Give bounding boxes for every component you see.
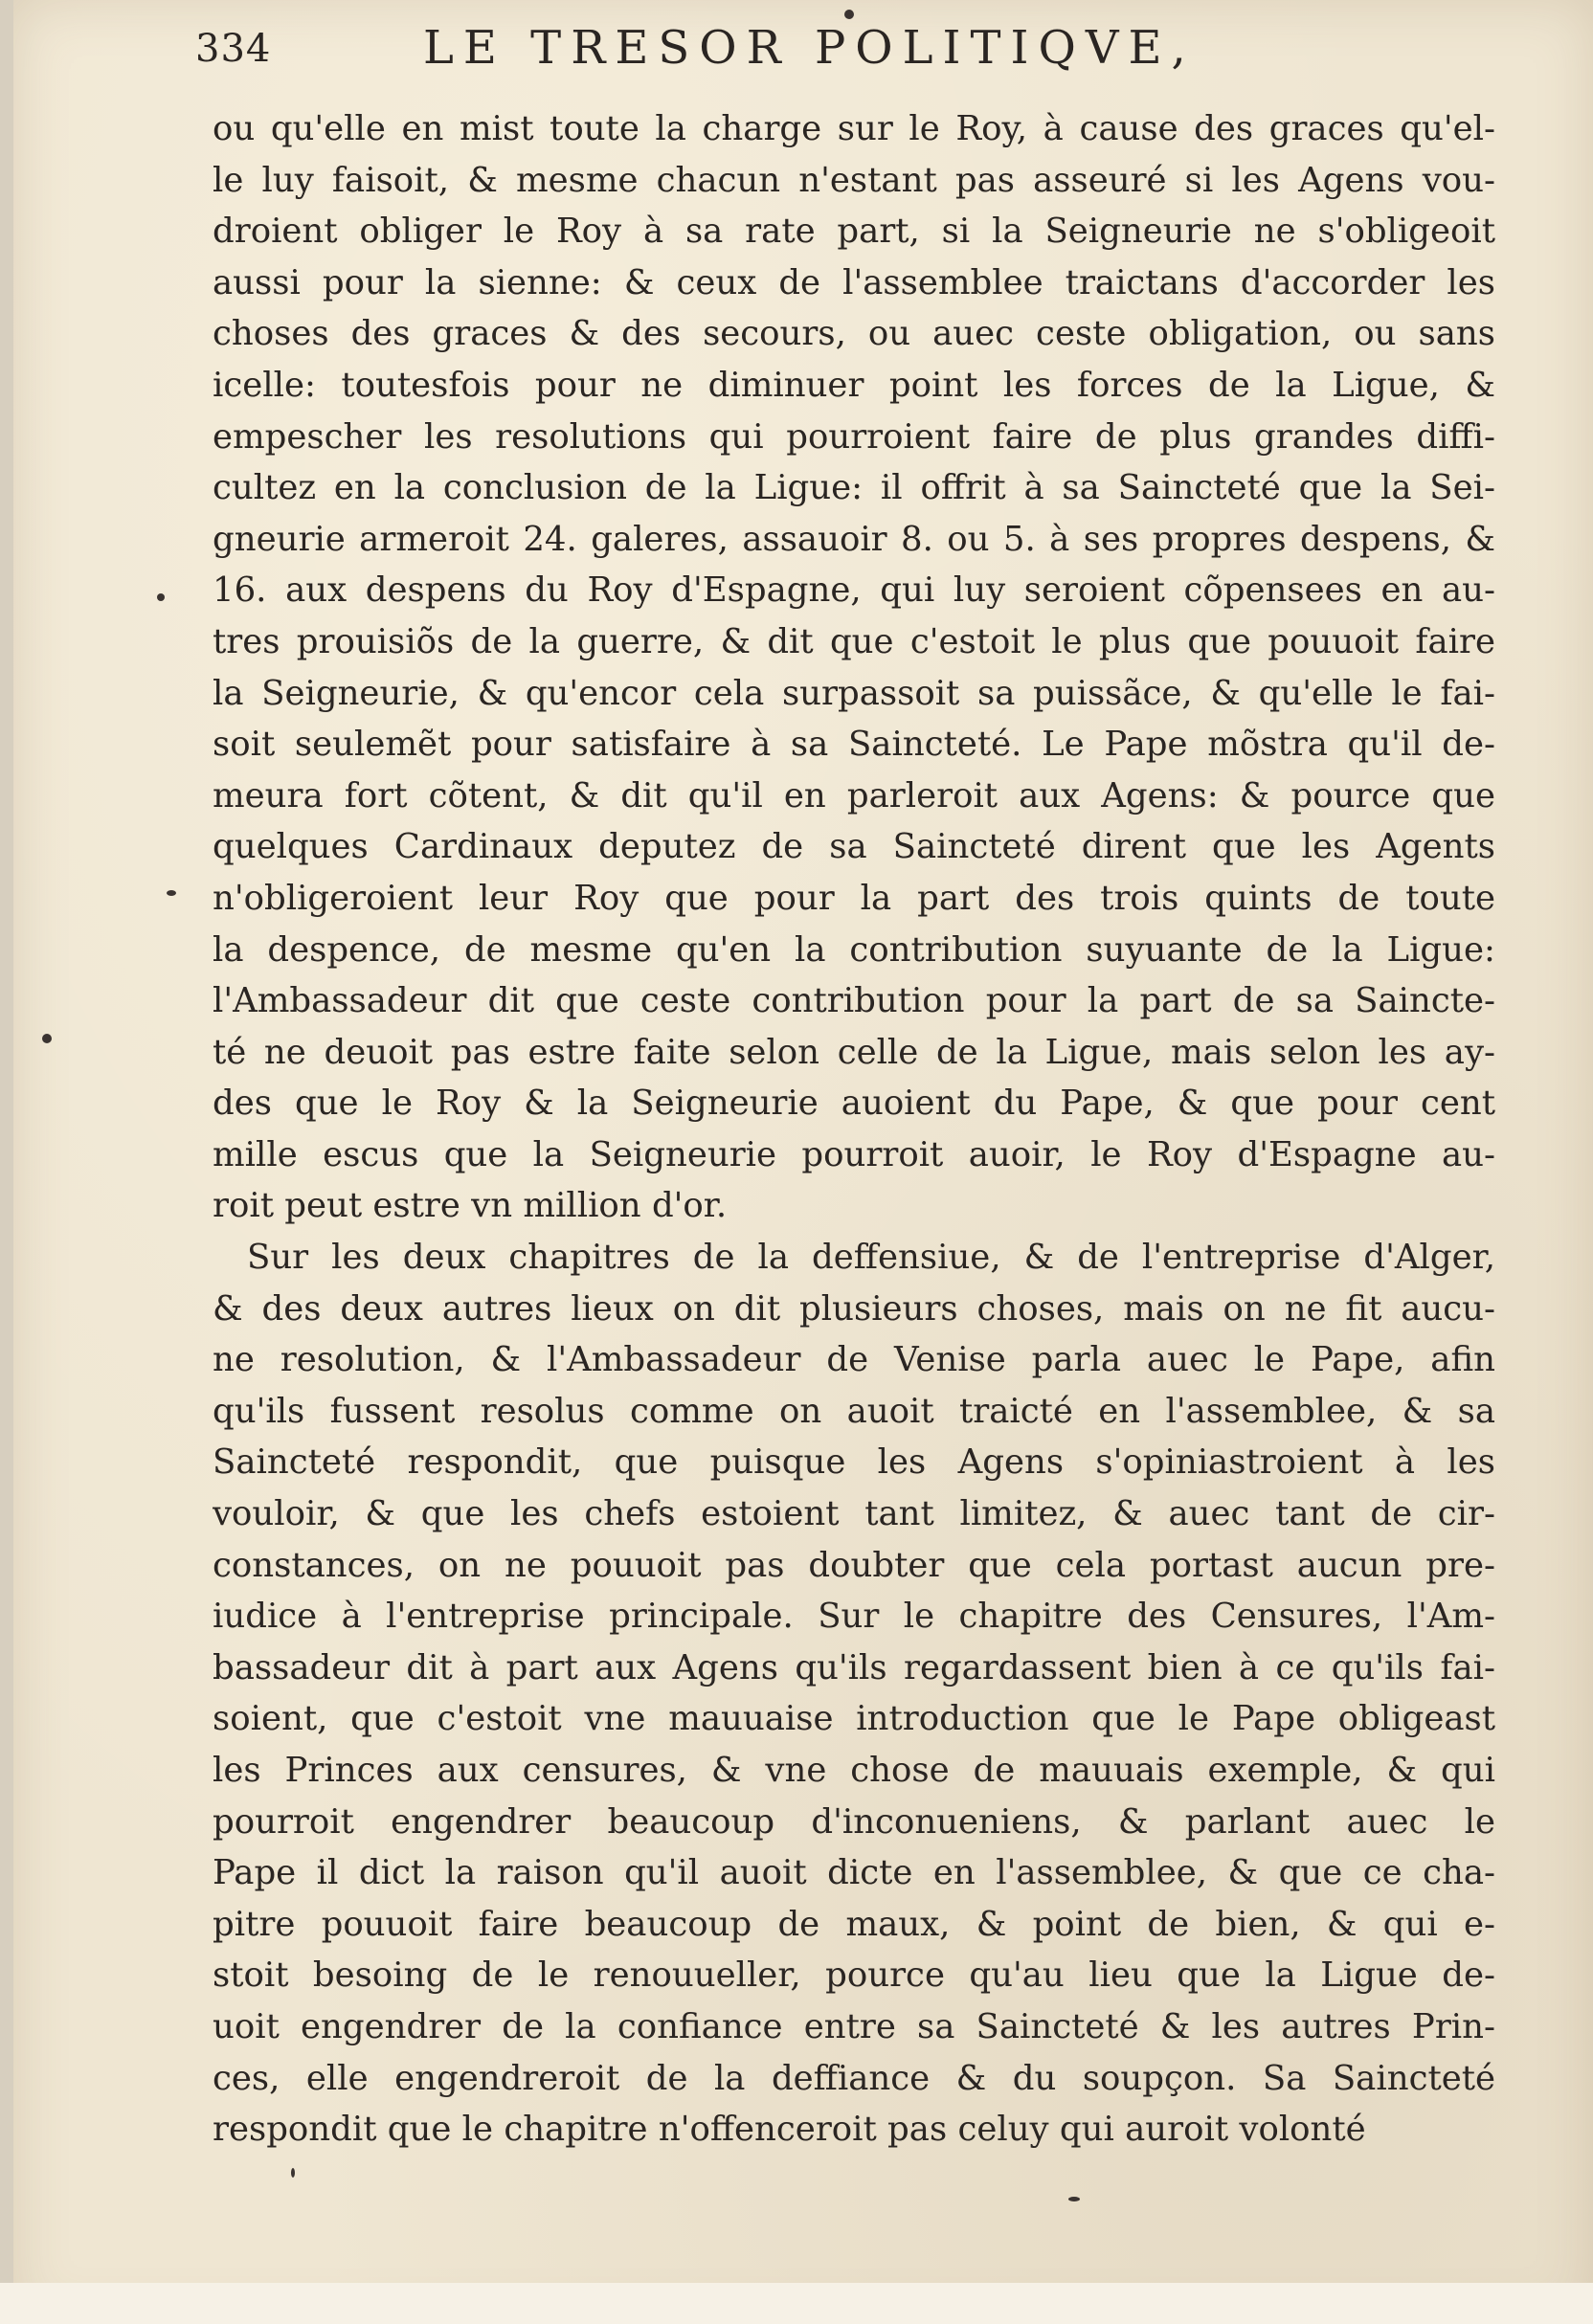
text-line: droient obliger le Roy à sa rate part, si la Seigneurie ne s'obligeoit (213, 212, 1495, 252)
margin-dot-mark (844, 10, 854, 19)
running-title: LE TRESOR POLITIQVE, (423, 21, 1196, 75)
text-line: meura fort cõtent, & dit qu'il en parleroit aux Agens: & pource que (213, 775, 1495, 816)
book-page (13, 0, 1593, 2324)
text-line: la Seigneurie, & qu'encor cela surpassoit sa puissãce, & qu'elle le fai- (213, 673, 1495, 713)
text-line: Pape il dict la raison qu'il auoit dicte en l'assemblee, & que ce cha- (213, 1853, 1495, 1893)
bottom-margin (0, 2283, 1593, 2324)
text-line: constances, on ne pouuoit pas doubter que cela portast aucun pre- (213, 1545, 1495, 1585)
text-line-paragraph-start: Sur les deux chapitres de la deffensiue, & de l'entreprise d'Alger, (247, 1238, 1495, 1278)
text-line: des que le Roy & la Seigneurie auoient du Pape, & que pour cent (213, 1084, 1495, 1124)
text-line: respondit que le chapitre n'offenceroit pas celuy qui auroit volonté (213, 2110, 1366, 2150)
text-line: empescher les resolutions qui pourroient faire de plus grandes diffi- (213, 416, 1495, 457)
text-line: ou qu'elle en mist toute la charge sur le Roy, à cause des graces qu'el- (213, 109, 1495, 148)
text-line: le luy faisoit, & mesme chacun n'estant pas asseuré si les Agens vou- (213, 160, 1495, 200)
text-line: l'Ambassadeur dit que ceste contribution pour la part de sa Saincte- (213, 981, 1495, 1021)
text-line: aussi pour la sienne: & ceux de l'assemblee traictans d'accorder les (213, 262, 1495, 302)
page-number: 334 (195, 27, 272, 71)
text-line: soit seulemẽt pour satisfaire à sa Saincteté. Le Pape mõstra qu'il de- (213, 725, 1495, 765)
text-line: qu'ils fussent resolus comme on auoit traicté en l'assemblee, & sa (213, 1391, 1495, 1431)
text-line: tres prouisiõs de la guerre, & dit que c'estoit le plus que pouuoit faire (213, 621, 1495, 661)
text-line: ces, elle engendreroit de la deffiance & du soupçon. Sa Saincteté (213, 2058, 1495, 2098)
text-line: té ne deuoit pas estre faite selon celle de la Ligue, mais selon les ay- (213, 1032, 1495, 1072)
text-line: 16. aux despens du Roy d'Espagne, qui luy seroient cõpensees en au- (213, 570, 1495, 611)
text-line: ne resolution, & l'Ambassadeur de Venise parla auec le Pape, afin (213, 1340, 1495, 1380)
margin-dot-mark (167, 890, 176, 896)
text-line: vouloir, & que les chefs estoient tant limitez, & auec tant de cir- (213, 1494, 1495, 1534)
text-line: la despence, de mesme qu'en la contribution suyuante de la Ligue: (213, 929, 1495, 970)
margin-dot-mark (157, 593, 165, 601)
text-line: & des deux autres lieux on dit plusieurs choses, mais on ne fit aucu- (213, 1288, 1495, 1329)
text-line: icelle: toutesfois pour ne diminuer point les forces de la Ligue, & (213, 365, 1495, 405)
margin-dot-mark (42, 1034, 52, 1043)
body-text (213, 103, 1495, 2156)
text-line: gneurie armeroit 24. galeres, assauoir 8. ou 5. à ses propres despens, & (213, 519, 1495, 559)
text-line: pitre pouuoit faire beaucoup de maux, & point de bien, & qui e- (213, 1904, 1495, 1944)
margin-dot-mark (291, 2168, 295, 2178)
text-line: choses des graces & des secours, ou auec ceste obligation, ou sans (213, 314, 1495, 354)
text-line-paragraph-end: roit peut estre vn million d'or. (213, 1186, 728, 1226)
text-line: soient, que c'estoit vne mauuaise introduction que le Pape obligeast (213, 1699, 1495, 1739)
text-line: mille escus que la Seigneurie pourroit auoir, le Roy d'Espagne au- (213, 1134, 1495, 1174)
text-line: Saincteté respondit, que puisque les Agens s'opiniastroient à les (213, 1442, 1495, 1483)
text-line: bassadeur dit à part aux Agens qu'ils regardassent bien à ce qu'ils fai- (213, 1647, 1495, 1687)
text-line: pourroit engendrer beaucoup d'inconueniens, & parlant auec le (213, 1801, 1495, 1842)
text-line: les Princes aux censures, & vne chose de mauuais exemple, & qui (213, 1751, 1495, 1790)
text-line: cultez en la conclusion de la Ligue: il offrit à sa Saincteté que la Sei- (213, 468, 1495, 508)
text-line: uoit engendrer de la confiance entre sa Saincteté & les autres Prin- (213, 2006, 1495, 2046)
text-line: iudice à l'entreprise principale. Sur le chapitre des Censures, l'Am- (213, 1597, 1495, 1637)
text-line: n'obligeroient leur Roy que pour la part des trois quints de toute (213, 878, 1495, 918)
page-header (195, 17, 1516, 84)
margin-dot-mark (1068, 2197, 1080, 2201)
text-line: quelques Cardinaux deputez de sa Saincteté dirent que les Agents (213, 827, 1495, 867)
text-line: stoit besoing de le renouueller, pource qu'au lieu que la Ligue de- (213, 1955, 1495, 1996)
